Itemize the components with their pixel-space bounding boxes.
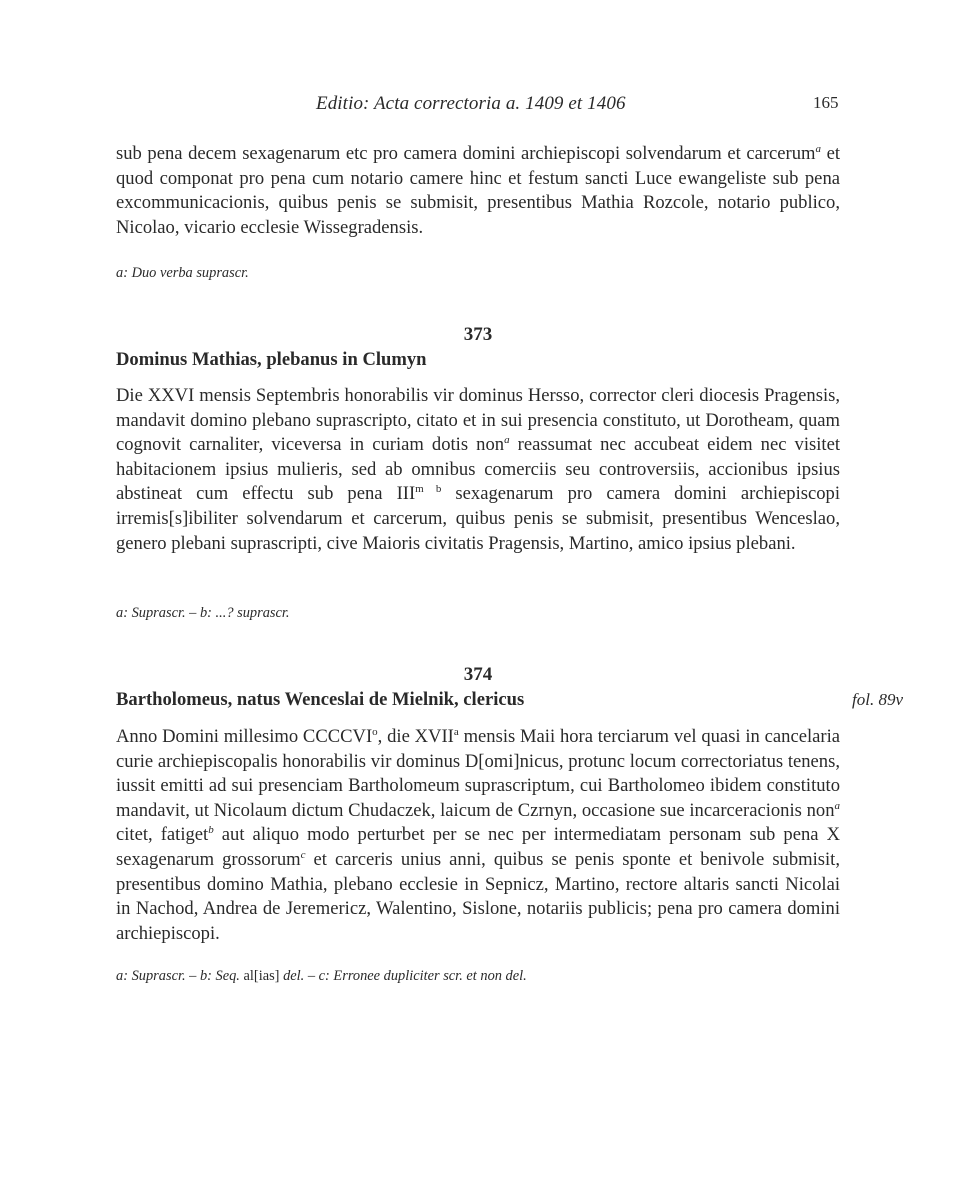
entry-paragraph: Anno Domini millesimo CCCCVI$^o$, die XVII$^a$ mensis Maii hora terciarum vel quasi in cancelaria curie archiepiscopalis honorabilis vir dominus D[omi]nicus, protunc locum correctoriatus tenens, iussit emitti ad sui presenciam Bartholomeum suprascriptum, cui Bartholomeo ibidem constituto mandavit, ut Nicolaum dictum Chudaczek, laicum de Czrnyn, occasione sue incarceracionis non$^a$ citet, fatiget$^b$ aut aliquo modo perturbet per se nec per intermediatam personam sub pena X sexagenarum grossorum$^c$ et carceris unius anni, quibus se penis sponte et benivole submisit, presentibus domino Mathia, plebano ecclesie in Sepnicz, Martino, rectore altaris sancti Nicolai in Nachod, Andrea de Jeremericz, Walentino, Sislone, notariis publicis; pena pro camera domini archiepiscopi. <box>116 725 841 944</box>
footnote-text: a: Suprascr. – b: Seq. al[ias] del. – c: Erronee dupliciter scr. et non del. <box>116 968 527 984</box>
page-number: 165 <box>813 93 839 112</box>
entry-number: 374 <box>463 664 493 685</box>
entry-paragraph: Die XXVI mensis Septembris honorabilis vir dominus Hersso, corrector cleri diocesis Pragensis, mandavit domino plebano suprascripto, citato et in sui presencia constituto, ut Dorotheam, quam cognovit carnaliter, viceversa in curiam dotis non$^a$ reassumat nec accubeat eidem nec visitet habitacionem ipsius mulieris, sed ab omnibus comerciis seu controversiis, accionibus ipsius abstineat cum effectu sub pena $III^{m b}$ sexagenarum pro camera domini archiepiscopi irremis[s]ibiliter solvendarum et carcerum, quibus penis se submisit, presentibus Wenceslao, genero plebani suprascripti, cive Maioris civitatis Pragensis, Martino, amico ipsius plebani. <box>116 385 841 554</box>
entry-number: 373 <box>463 324 493 345</box>
running-title: Editio: Acta correctoria a. 1409 et 1406 <box>316 93 626 114</box>
entry-heading: Bartholomeus, natus Wenceslai de Mielnik, clericus <box>116 689 525 710</box>
footnote-marker: b <box>208 824 214 837</box>
footnote-marker: a <box>834 799 840 812</box>
footnote-text: a: Duo verba suprascr. <box>116 265 249 281</box>
entry-374 <box>116 663 840 712</box>
entry-373 <box>116 323 840 372</box>
entry-374-footnote <box>116 966 840 986</box>
folio-marginal-note: fol. 89v <box>852 690 903 709</box>
footnote-marker: c <box>300 848 306 861</box>
footnote-marker: a <box>453 725 459 738</box>
footnote-marker: a <box>815 142 821 155</box>
entry-373-footnote <box>116 603 840 623</box>
entry-373-body <box>116 384 840 556</box>
entry-374-body <box>116 725 840 946</box>
footnote-marker: m b <box>415 483 442 496</box>
continuation-footnote <box>116 263 840 283</box>
entry-heading: Dominus Mathias, plebanus in Clumyn <box>116 349 427 370</box>
continuation-paragraph: sub pena decem sexagenarum etc pro camera domini archiepiscopi solvendarum et carcerum$^a$ et quod componat pro pena cum notario camere hinc et festum sancti Luce ewangeliste sub pena excommunicacionis, quibus penis se submisit, presentibus Mathia Rozcole, notario publico, Nicolao, vicario ecclesie Wissegradensis. <box>116 142 840 238</box>
footnote-marker: a <box>504 434 510 446</box>
footnote-marker: o <box>372 725 378 738</box>
continuation-section <box>116 142 840 240</box>
running-head <box>0 90 960 120</box>
footnote-text: a: Suprascr. – b: ...? suprascr. <box>116 605 290 621</box>
